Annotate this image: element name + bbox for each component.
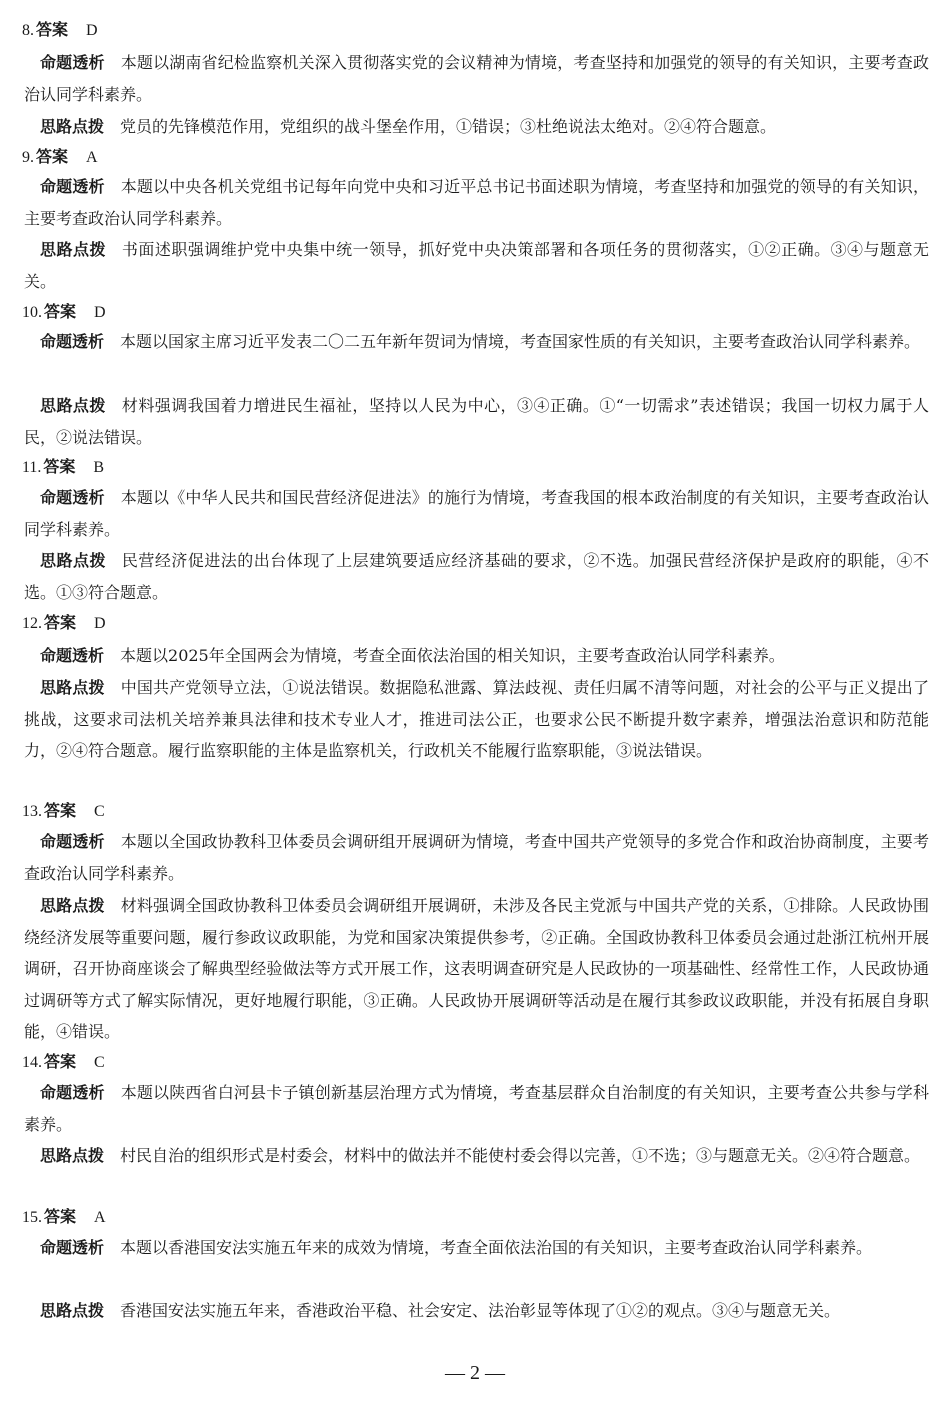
answer-line (22, 609, 106, 637)
answer-label: 答案 (36, 147, 69, 166)
hint-paragraph (24, 672, 929, 767)
answer-label: 答案 (44, 1052, 77, 1071)
analysis-label: 命题透析 (40, 832, 105, 851)
answer-line (22, 298, 106, 326)
analysis-label: 命题透析 (40, 488, 105, 507)
hint-paragraph (24, 545, 929, 608)
answer-choice: B (93, 459, 105, 476)
analysis-text: 本题以湖南省纪检监察机关深入贯彻落实党的会议精神为情境，考查坚持和加强党的领导的有关知识，主要考查政治认同学科素养。 (24, 53, 929, 104)
hint-paragraph (24, 390, 929, 453)
hint-paragraph (24, 1140, 929, 1172)
analysis-paragraph (24, 326, 929, 358)
analysis-label: 命题透析 (40, 177, 105, 196)
answer-label: 答案 (44, 801, 77, 820)
hint-label: 思路点拨 (40, 240, 106, 259)
answer-choice: D (86, 22, 98, 39)
answer-label: 答案 (44, 302, 77, 321)
analysis-text: 本题以2025年全国两会为情境，考查全面依法治国的相关知识，主要考查政治认同学科素养。 (120, 646, 785, 665)
analysis-label: 命题透析 (40, 1238, 105, 1257)
answer-line (22, 1048, 105, 1076)
hint-label: 思路点拨 (40, 896, 105, 915)
page-number: — 2 — (445, 1362, 505, 1384)
hint-text: 材料强调我国着力增进民生福祉，坚持以人民为中心，③④正确。①“一切需求”表述错误；我国一切权力属于人民，②说法错误。 (24, 396, 929, 447)
hint-text: 香港国安法实施五年来，香港政治平稳、社会安定、法治彰显等体现了①②的观点。③④与题意无关。 (120, 1301, 841, 1320)
analysis-label: 命题透析 (40, 332, 105, 351)
analysis-text: 本题以香港国安法实施五年来的成效为情境，考查全面依法治国的有关知识，主要考查政治认同学科素养。 (120, 1238, 873, 1257)
question-number: 14. (22, 1054, 42, 1071)
answer-label: 答案 (44, 1207, 77, 1226)
analysis-text: 本题以《中华人民共和国民营经济促进法》的施行为情境，考查我国的根本政治制度的有关知识，主要考查政治认同学科素养。 (24, 488, 929, 539)
analysis-paragraph (24, 1232, 929, 1264)
answer-line (22, 143, 98, 171)
answer-label: 答案 (43, 457, 76, 476)
analysis-label: 命题透析 (40, 53, 105, 72)
answer-choice: A (86, 149, 98, 166)
analysis-text: 本题以陕西省白河县卡子镇创新基层治理方式为情境，考查基层群众自治制度的有关知识，主要考查公共参与学科素养。 (24, 1083, 929, 1134)
analysis-label: 命题透析 (40, 1083, 105, 1102)
question-number: 8. (22, 22, 34, 39)
answer-label: 答案 (44, 613, 77, 632)
hint-paragraph (24, 890, 929, 1048)
hint-label: 思路点拨 (40, 396, 106, 415)
hint-label: 思路点拨 (40, 1146, 105, 1165)
hint-label: 思路点拨 (40, 117, 105, 136)
hint-paragraph (24, 234, 929, 297)
answer-choice: D (94, 615, 106, 632)
question-number: 12. (22, 615, 42, 632)
hint-paragraph (24, 1295, 929, 1327)
analysis-paragraph (24, 47, 929, 110)
analysis-paragraph (24, 640, 929, 672)
analysis-paragraph (24, 482, 929, 545)
answer-choice: C (94, 1054, 105, 1071)
answer-line (22, 1203, 106, 1231)
hint-label: 思路点拨 (40, 678, 105, 697)
question-number: 13. (22, 803, 42, 820)
answer-choice: C (94, 803, 105, 820)
analysis-text: 本题以全国政协教科卫体委员会调研组开展调研为情境，考查中国共产党领导的多党合作和政治协商制度，主要考查政治认同学科素养。 (24, 832, 929, 883)
analysis-paragraph (24, 826, 929, 889)
question-number: 10. (22, 304, 42, 321)
hint-label: 思路点拨 (40, 551, 106, 570)
hint-text: 材料强调全国政协教科卫体委员会调研组开展调研，未涉及各民主党派与中国共产党的关系，①排除。人民政协围绕经济发展等重要问题，履行参政议政职能，为党和国家决策提供参考，②正确。全国政协教科卫体委员会通过赴浙江杭州开展调研，召开协商座谈会了解典型经验做法等方式开展工作，这表明调查研究是人民政协的一项基础性、经常性工作，人民政协通过调研等方式了解实际情况，更好地履行职能，③正确。人民政协开展调研等活动是在履行其参政议政职能，并没有拓展自身职能，④错误。 (24, 896, 929, 1041)
answer-label: 答案 (36, 20, 69, 39)
hint-label: 思路点拨 (40, 1301, 105, 1320)
question-number: 11. (22, 459, 42, 476)
hint-text: 村民自治的组织形式是村委会，材料中的做法并不能使村委会得以完善，①不选；③与题意无关。②④符合题意。 (120, 1146, 921, 1165)
question-number: 15. (22, 1209, 42, 1226)
analysis-paragraph (24, 1077, 929, 1140)
question-number: 9. (22, 149, 34, 166)
answer-line (22, 797, 105, 825)
answer-line (22, 16, 98, 44)
hint-paragraph (24, 111, 929, 143)
hint-text: 中国共产党领导立法，①说法错误。数据隐私泄露、算法歧视、责任归属不清等问题，对社会的公平与正义提出了挑战，这要求司法机关培养兼具法律和技术专业人才，推进司法公正，也要求公民不断提升数字素养，增强法治意识和防范能力，②④符合题意。履行监察职能的主体是监察机关，行政机关不能履行监察职能，③说法错误。 (24, 678, 929, 760)
analysis-text: 本题以中央各机关党组书记每年向党中央和习近平总书记书面述职为情境，考查坚持和加强党的领导的有关知识，主要考查政治认同学科素养。 (24, 177, 929, 228)
analysis-label: 命题透析 (40, 646, 105, 665)
answer-choice: A (94, 1209, 106, 1226)
answer-choice: D (94, 304, 106, 321)
analysis-text: 本题以国家主席习近平发表二〇二五年新年贺词为情境，考查国家性质的有关知识，主要考查政治认同学科素养。 (120, 332, 921, 351)
answer-line (22, 453, 104, 481)
hint-text: 民营经济促进法的出台体现了上层建筑要适应经济基础的要求，②不选。加强民营经济保护是政府的职能，④不选。①③符合题意。 (24, 551, 929, 602)
hint-text: 党员的先锋模范作用，党组织的战斗堡垒作用，①错误；③杜绝说法太绝对。②④符合题意。 (120, 117, 777, 136)
analysis-paragraph (24, 171, 929, 234)
hint-text: 书面述职强调维护党中央集中统一领导，抓好党中央决策部署和各项任务的贯彻落实，①②正确。③④与题意无关。 (24, 240, 929, 291)
